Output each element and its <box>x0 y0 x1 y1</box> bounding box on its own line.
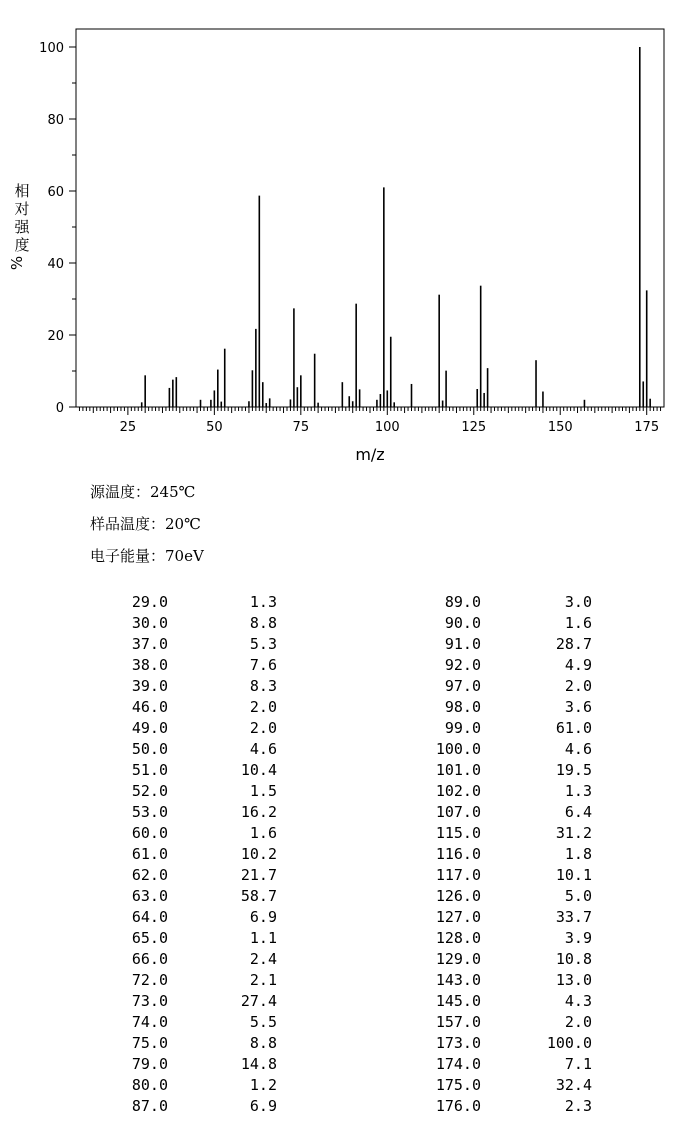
intensity-cell: 10.4 <box>240 761 277 779</box>
mz-cell: 39.0 <box>131 677 168 695</box>
mz-cell: 52.0 <box>131 782 168 800</box>
intensity-cell: 5.5 <box>249 1013 277 1031</box>
intensity-cell: 2.0 <box>249 698 277 716</box>
intensity-cell: 58.7 <box>240 887 277 905</box>
mz-cell: 79.0 <box>131 1055 168 1073</box>
mz-cell: 97.0 <box>444 677 481 695</box>
mz-cell: 89.0 <box>444 593 481 611</box>
mz-cell: 117.0 <box>435 866 481 884</box>
mz-cell: 127.0 <box>435 908 481 926</box>
intensity-cell: 4.6 <box>564 740 592 758</box>
intensity-cell: 2.3 <box>564 1097 592 1115</box>
mz-cell: 38.0 <box>131 656 168 674</box>
mz-cell: 174.0 <box>435 1055 481 1073</box>
mz-cell: 126.0 <box>435 887 481 905</box>
intensity-cell: 4.6 <box>249 740 277 758</box>
x-tick-label: 50 <box>206 420 223 435</box>
mz-cell: 65.0 <box>131 929 168 947</box>
mz-cell: 129.0 <box>435 950 481 968</box>
y-axis-label-char: 度 <box>14 236 30 254</box>
intensity-cell: 10.2 <box>240 845 277 863</box>
intensity-cell: 6.4 <box>564 803 592 821</box>
intensity-cell: 1.1 <box>249 929 277 947</box>
mz-cell: 98.0 <box>444 698 481 716</box>
intensity-cell: 2.0 <box>564 1013 592 1031</box>
mz-cell: 73.0 <box>131 992 168 1010</box>
mz-cell: 75.0 <box>131 1034 168 1052</box>
mz-cell: 62.0 <box>131 866 168 884</box>
mz-cell: 100.0 <box>435 740 481 758</box>
mz-cell: 61.0 <box>131 845 168 863</box>
intensity-cell: 1.3 <box>249 593 277 611</box>
mz-cell: 30.0 <box>131 614 168 632</box>
mz-cell: 80.0 <box>131 1076 168 1094</box>
mz-cell: 128.0 <box>435 929 481 947</box>
electron-energy: 电子能量：70eV <box>90 547 204 565</box>
x-axis <box>79 407 660 435</box>
mz-cell: 63.0 <box>131 887 168 905</box>
y-tick-label: 80 <box>47 113 64 128</box>
mz-cell: 116.0 <box>435 845 481 863</box>
peak-bars <box>142 47 650 407</box>
intensity-cell: 7.1 <box>564 1055 592 1073</box>
y-tick-label: 40 <box>47 257 64 272</box>
intensity-cell: 8.8 <box>249 614 277 632</box>
x-tick-label: 150 <box>547 420 573 435</box>
intensity-cell: 14.8 <box>240 1055 277 1073</box>
mz-cell: 173.0 <box>435 1034 481 1052</box>
sample-temperature: 样品温度：20℃ <box>90 515 201 533</box>
mz-cell: 74.0 <box>131 1013 168 1031</box>
intensity-cell: 1.6 <box>564 614 592 632</box>
intensity-cell: 8.3 <box>249 677 277 695</box>
mz-cell: 87.0 <box>131 1097 168 1115</box>
intensity-cell: 1.6 <box>249 824 277 842</box>
mz-cell: 143.0 <box>435 971 481 989</box>
y-axis-label-char: 强 <box>14 218 30 236</box>
y-axis-label-char: 对 <box>14 200 30 218</box>
intensity-cell: 10.8 <box>555 950 592 968</box>
intensity-cell: 33.7 <box>555 908 592 926</box>
intensity-cell: 1.2 <box>249 1076 277 1094</box>
mz-cell: 49.0 <box>131 719 168 737</box>
intensity-cell: 10.1 <box>555 866 592 884</box>
intensity-cell: 3.6 <box>564 698 592 716</box>
intensity-cell: 5.0 <box>564 887 592 905</box>
x-tick-label: 125 <box>461 420 487 435</box>
mz-cell: 99.0 <box>444 719 481 737</box>
mz-cell: 72.0 <box>131 971 168 989</box>
intensity-cell: 2.0 <box>249 719 277 737</box>
source-temperature: 源温度：245℃ <box>90 483 196 501</box>
mz-cell: 51.0 <box>131 761 168 779</box>
mz-cell: 91.0 <box>444 635 481 653</box>
intensity-cell: 1.5 <box>249 782 277 800</box>
mz-cell: 90.0 <box>444 614 481 632</box>
x-tick-label: 75 <box>292 420 310 435</box>
y-axis-label-char: % <box>8 255 26 271</box>
mz-cell: 101.0 <box>435 761 481 779</box>
intensity-cell: 2.1 <box>249 971 277 989</box>
intensity-cell: 16.2 <box>240 803 277 821</box>
intensity-cell: 32.4 <box>555 1076 592 1094</box>
intensity-cell: 100.0 <box>546 1034 592 1052</box>
y-tick-label: 100 <box>39 41 64 56</box>
intensity-cell: 2.4 <box>249 950 277 968</box>
intensity-cell: 21.7 <box>240 866 277 884</box>
intensity-cell: 1.8 <box>564 845 592 863</box>
intensity-cell: 4.9 <box>564 656 592 674</box>
y-tick-label: 0 <box>55 401 64 416</box>
intensity-cell: 8.8 <box>249 1034 277 1052</box>
intensity-cell: 6.9 <box>249 1097 277 1115</box>
intensity-cell: 61.0 <box>555 719 592 737</box>
mz-cell: 60.0 <box>131 824 168 842</box>
intensity-cell: 3.9 <box>564 929 592 947</box>
intensity-cell: 13.0 <box>555 971 592 989</box>
y-axis <box>39 41 76 416</box>
x-axis-label: m/z <box>355 445 385 464</box>
mz-cell: 50.0 <box>131 740 168 758</box>
mz-cell: 29.0 <box>131 593 168 611</box>
y-tick-label: 20 <box>47 329 64 344</box>
y-axis-label <box>8 182 30 270</box>
mz-cell: 92.0 <box>444 656 481 674</box>
x-tick-label: 100 <box>374 420 400 435</box>
y-axis-label-char: 相 <box>14 182 30 200</box>
intensity-cell: 19.5 <box>555 761 592 779</box>
intensity-cell: 6.9 <box>249 908 277 926</box>
intensity-cell: 2.0 <box>564 677 592 695</box>
mz-cell: 53.0 <box>131 803 168 821</box>
plot-area <box>76 29 664 407</box>
intensity-cell: 1.3 <box>564 782 592 800</box>
x-tick-label: 25 <box>119 420 137 435</box>
mz-cell: 64.0 <box>131 908 168 926</box>
mz-cell: 175.0 <box>435 1076 481 1094</box>
intensity-cell: 4.3 <box>564 992 592 1010</box>
y-tick-label: 60 <box>47 185 64 200</box>
mz-cell: 115.0 <box>435 824 481 842</box>
intensity-cell: 3.0 <box>564 593 592 611</box>
mz-cell: 157.0 <box>435 1013 481 1031</box>
intensity-cell: 28.7 <box>555 635 592 653</box>
mz-cell: 102.0 <box>435 782 481 800</box>
mz-cell: 176.0 <box>435 1097 481 1115</box>
mz-cell: 37.0 <box>131 635 168 653</box>
mz-cell: 107.0 <box>435 803 481 821</box>
mz-cell: 66.0 <box>131 950 168 968</box>
intensity-cell: 31.2 <box>555 824 592 842</box>
intensity-cell: 27.4 <box>240 992 277 1010</box>
x-tick-label: 175 <box>634 420 660 435</box>
intensity-cell: 7.6 <box>249 656 277 674</box>
intensity-cell: 5.3 <box>249 635 277 653</box>
mass-spectrum-chart <box>0 0 694 470</box>
mz-cell: 145.0 <box>435 992 481 1010</box>
mz-cell: 46.0 <box>131 698 168 716</box>
